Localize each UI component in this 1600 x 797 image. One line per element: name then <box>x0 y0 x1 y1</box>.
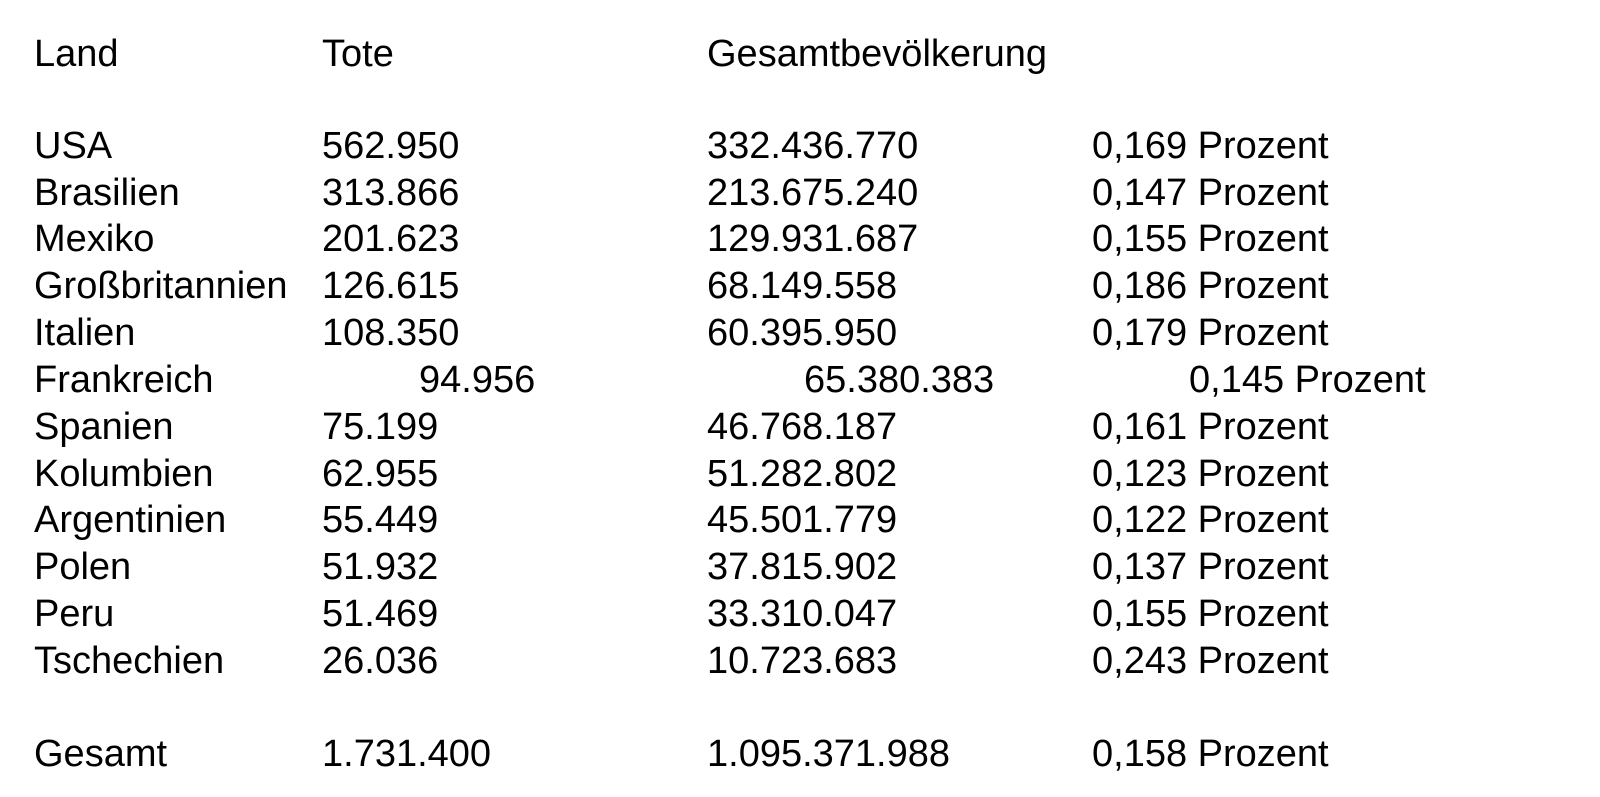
cell-bevoelkerung: 65.380.383 <box>804 359 995 401</box>
cell-land: Kolumbien <box>34 453 214 495</box>
cell-anteil: 0,155 Prozent <box>1092 218 1329 260</box>
cell-anteil: 0,147 Prozent <box>1092 172 1329 214</box>
cell-anteil: 0,169 Prozent <box>1092 125 1329 167</box>
table-row <box>0 497 1600 543</box>
cell-anteil: 0,179 Prozent <box>1092 312 1329 354</box>
table-row <box>0 638 1600 684</box>
cell-tote: 313.866 <box>322 172 460 214</box>
total-bevoelkerung: 1.095.371.988 <box>707 733 951 775</box>
cell-land: Tschechien <box>34 640 225 682</box>
cell-land: Polen <box>34 546 132 588</box>
cell-bevoelkerung: 60.395.950 <box>707 312 898 354</box>
header-tote: Tote <box>322 33 394 75</box>
cell-land: Spanien <box>34 406 174 448</box>
table-row <box>0 591 1600 637</box>
cell-land: Argentinien <box>34 499 227 541</box>
cell-tote: 51.932 <box>322 546 439 588</box>
cell-tote: 62.955 <box>322 453 439 495</box>
cell-bevoelkerung: 33.310.047 <box>707 593 898 635</box>
total-label: Gesamt <box>34 733 168 775</box>
cell-anteil: 0,155 Prozent <box>1092 593 1329 635</box>
table-row <box>0 451 1600 497</box>
cell-bevoelkerung: 46.768.187 <box>707 406 898 448</box>
cell-land: USA <box>34 125 113 167</box>
cell-tote: 75.199 <box>322 406 439 448</box>
cell-anteil: 0,145 Prozent <box>1189 359 1426 401</box>
table-row <box>0 123 1600 169</box>
cell-tote: 26.036 <box>322 640 439 682</box>
table-row <box>0 544 1600 590</box>
cell-anteil: 0,137 Prozent <box>1092 546 1329 588</box>
header-land: Land <box>34 33 119 75</box>
cell-bevoelkerung: 51.282.802 <box>707 453 898 495</box>
table-row <box>0 404 1600 450</box>
cell-bevoelkerung: 213.675.240 <box>707 172 919 214</box>
cell-tote: 126.615 <box>322 265 460 307</box>
total-tote: 1.731.400 <box>322 733 492 775</box>
cell-tote: 562.950 <box>322 125 460 167</box>
cell-anteil: 0,122 Prozent <box>1092 499 1329 541</box>
cell-tote: 108.350 <box>322 312 460 354</box>
cell-bevoelkerung: 10.723.683 <box>707 640 898 682</box>
cell-tote: 94.956 <box>419 359 536 401</box>
cell-anteil: 0,186 Prozent <box>1092 265 1329 307</box>
cell-tote: 51.469 <box>322 593 439 635</box>
table-row <box>0 310 1600 356</box>
header-row <box>0 31 1600 77</box>
cell-land: Italien <box>34 312 136 354</box>
cell-land: Frankreich <box>34 359 214 401</box>
cell-land: Brasilien <box>34 172 180 214</box>
cell-bevoelkerung: 129.931.687 <box>707 218 919 260</box>
table-row <box>0 170 1600 216</box>
cell-land: Großbritannien <box>34 265 288 307</box>
cell-tote: 55.449 <box>322 499 439 541</box>
total-row <box>0 731 1600 777</box>
header-gesamtbevoelkerung: Gesamtbevölkerung <box>707 33 1048 75</box>
cell-bevoelkerung: 37.815.902 <box>707 546 898 588</box>
cell-bevoelkerung: 332.436.770 <box>707 125 919 167</box>
cell-land: Mexiko <box>34 218 155 260</box>
cell-anteil: 0,243 Prozent <box>1092 640 1329 682</box>
cell-tote: 201.623 <box>322 218 460 260</box>
cell-anteil: 0,123 Prozent <box>1092 453 1329 495</box>
table-row <box>0 216 1600 262</box>
cell-bevoelkerung: 68.149.558 <box>707 265 898 307</box>
table-row <box>0 263 1600 309</box>
total-anteil: 0,158 Prozent <box>1092 733 1329 775</box>
table-row <box>0 357 1600 403</box>
cell-land: Peru <box>34 593 115 635</box>
cell-bevoelkerung: 45.501.779 <box>707 499 898 541</box>
cell-anteil: 0,161 Prozent <box>1092 406 1329 448</box>
